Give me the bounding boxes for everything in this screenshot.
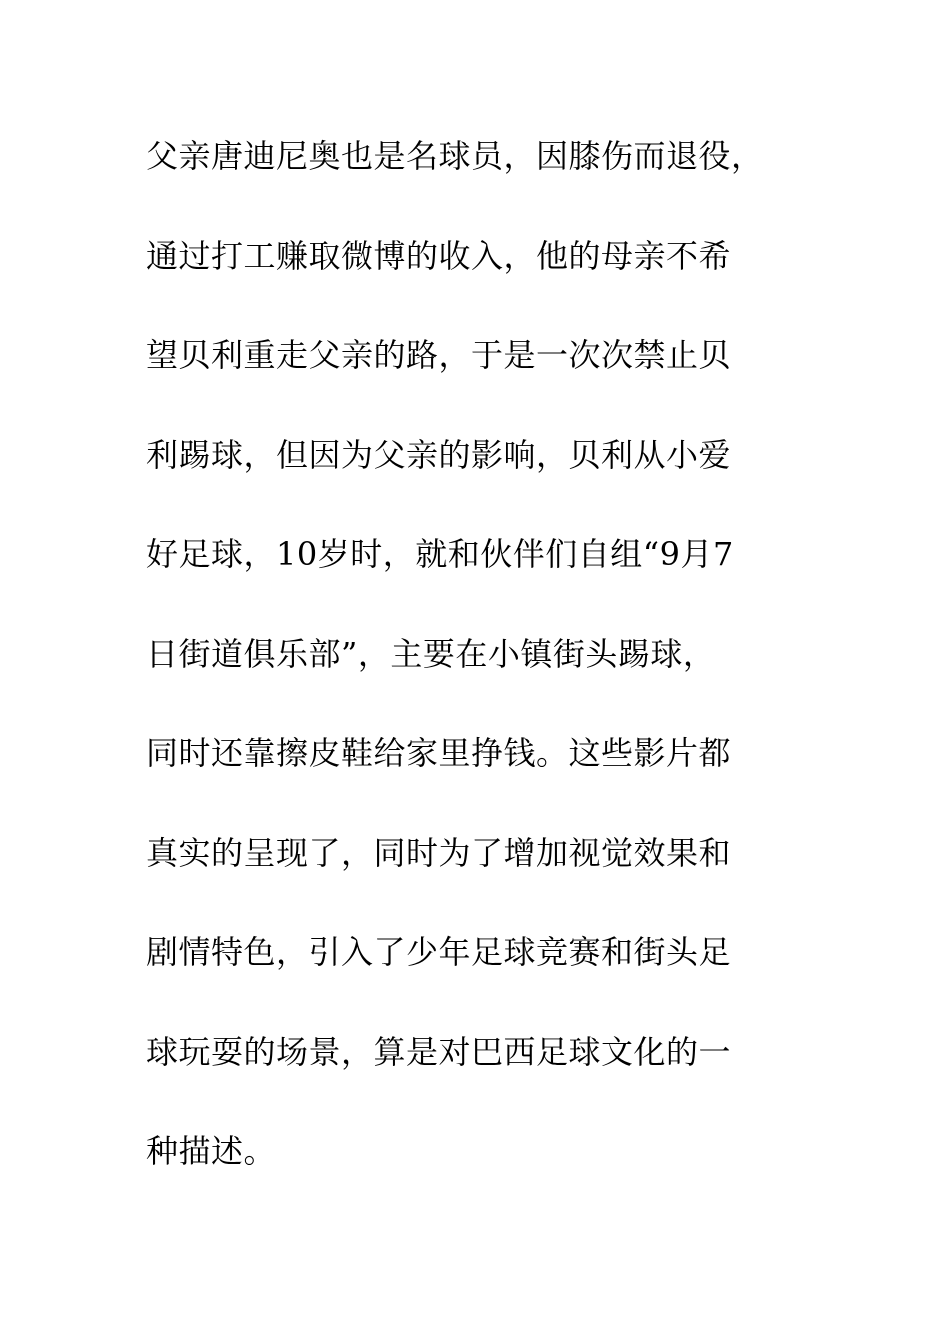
text-line-6: 日街道俱乐部”，主要在小镇街头踢球，	[146, 634, 716, 673]
text-line-4: 利踢球，但因为父亲的影响，贝利从小爱	[146, 435, 732, 474]
text-line-11: 种描述。	[146, 1132, 277, 1170]
text-line-1: 父亲唐迪尼奥也是名球员，因膝伤而退役，	[146, 137, 764, 175]
body-paragraph	[146, 126, 846, 1221]
text-line-5: 好足球，10岁时，就和伙伴们自组“9月7	[146, 535, 734, 573]
text-line-8: 真实的呈现了，同时为了增加视觉效果和	[146, 833, 732, 872]
text-line-2: 通过打工赚取微博的收入，他的母亲不希	[146, 236, 732, 275]
text-line-10: 球玩耍的场景，算是对巴西足球文化的一	[146, 1032, 732, 1071]
text-line-7: 同时还靠擦皮鞋给家里挣钱。这些影片都	[146, 734, 732, 772]
text-line-9: 剧情特色，引入了少年足球竞赛和街头足	[146, 933, 732, 971]
text-line-3: 望贝利重走父亲的路，于是一次次禁止贝	[146, 336, 732, 374]
